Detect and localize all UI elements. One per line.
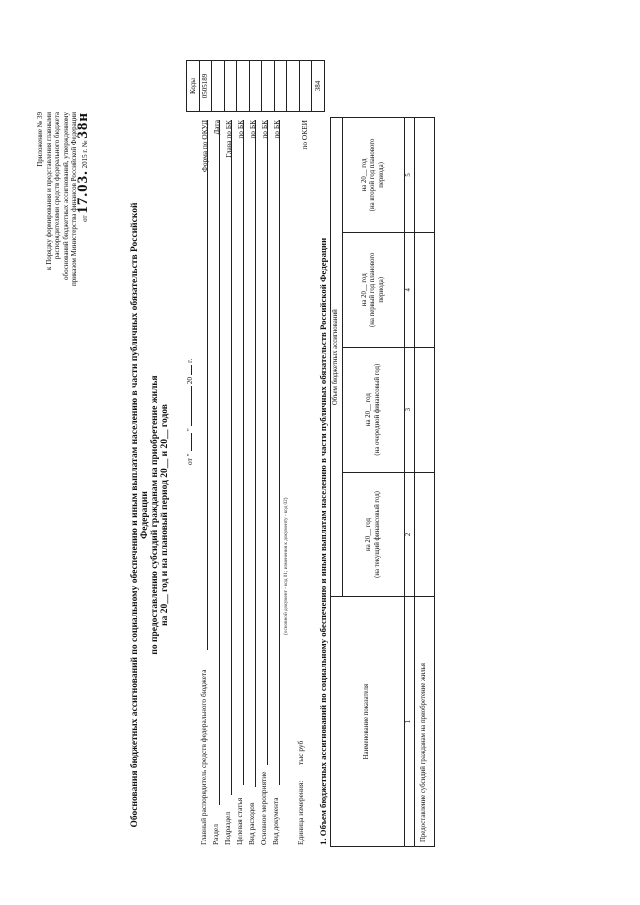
grbs-label: Главный распорядитель средств федерального бюджета bbox=[199, 669, 208, 845]
razdel-label: Раздел bbox=[211, 824, 220, 845]
date-label: Дата bbox=[212, 120, 221, 135]
cs-label: Целевая статья bbox=[235, 797, 244, 845]
code-cell bbox=[212, 61, 225, 112]
appendix-line: обоснований бюджетных ассигнований, утвержденному bbox=[61, 112, 70, 280]
value-cell bbox=[415, 347, 435, 472]
bk-label-2: по БК bbox=[248, 120, 257, 139]
codes-table bbox=[186, 60, 325, 112]
col-number: 1 bbox=[405, 597, 415, 847]
col-second-plan-year bbox=[343, 118, 405, 233]
col4-year: на 20__ год bbox=[360, 273, 368, 307]
appendix-block bbox=[36, 112, 90, 286]
col5-desc: (на второй год планового bbox=[369, 138, 377, 212]
col-number: 3 bbox=[405, 347, 415, 472]
code-cell bbox=[249, 61, 262, 112]
codes-header: Коды bbox=[187, 61, 200, 112]
date-quote: " bbox=[185, 428, 194, 432]
value-cell bbox=[415, 118, 435, 233]
osn-label: Основное мероприятие bbox=[259, 771, 268, 845]
vr-label: Вид расходов bbox=[247, 802, 256, 845]
value-cell bbox=[415, 232, 435, 347]
unit-label: Единица измерения: bbox=[296, 780, 305, 845]
col3-year: на 20__ год bbox=[365, 393, 372, 427]
col2-desc: (на текущий финансовый год) bbox=[373, 491, 381, 578]
appendix-date-prefix: от bbox=[80, 215, 89, 222]
date-ot: от " bbox=[185, 453, 194, 465]
bk-label-4: по БК bbox=[272, 120, 281, 139]
osn-line bbox=[267, 120, 268, 765]
razdel-line bbox=[219, 120, 220, 805]
col-first-plan-year bbox=[343, 232, 405, 347]
podrazdel-line bbox=[231, 120, 232, 795]
appendix-year: 2015 г. № bbox=[80, 140, 89, 169]
col-number: 2 bbox=[405, 472, 415, 597]
section-heading: 1. Объем бюджетных ассигнований по социальному обеспечению и иным выплатам населению в части публичных обязательств Российской Федерации bbox=[318, 237, 328, 845]
col-name-header: Наименование показателя bbox=[331, 597, 405, 847]
bk-label-1: по БК bbox=[236, 120, 245, 139]
date-line bbox=[185, 359, 194, 465]
code-cell bbox=[262, 61, 275, 112]
appendix-order-number: 38н bbox=[74, 112, 91, 139]
bk-label-3: по БК bbox=[260, 120, 269, 139]
page-title bbox=[130, 185, 170, 845]
col3-desc: (на очередной финансовый год) bbox=[373, 363, 381, 456]
col-next-year bbox=[343, 347, 405, 472]
code-cell bbox=[224, 61, 237, 112]
date-g: г. bbox=[185, 358, 194, 363]
title-line-3: на 20__ год и на плановый период 20__ и 20__ годов bbox=[160, 404, 170, 626]
podrazdel-label: Подраздел bbox=[223, 811, 232, 845]
title-line-1: Обоснования бюджетных ассигнований по социальному обеспечению и иным выплатам населению в части публичных обязательств Российской Федерации bbox=[130, 202, 150, 828]
date-year: 20 bbox=[185, 376, 194, 385]
code-cell bbox=[299, 61, 312, 112]
allocation-table bbox=[330, 117, 435, 847]
vr-line bbox=[255, 120, 256, 787]
value-cell bbox=[415, 472, 435, 597]
okud-label: Форма по ОКУД bbox=[200, 120, 209, 173]
col-current-year bbox=[343, 472, 405, 597]
vid-doc-label: Вид документа bbox=[271, 797, 280, 845]
okei-code: 384 bbox=[312, 61, 325, 112]
col2-year: на 20__ год bbox=[365, 518, 372, 551]
appendix-line: приказом Министерства финансов Российской Федерации bbox=[70, 112, 79, 286]
code-cell bbox=[287, 61, 300, 112]
grbs-line bbox=[207, 120, 208, 650]
col4-desc-2: периода) bbox=[377, 276, 385, 303]
col5-desc-2: периода) bbox=[377, 162, 385, 188]
glava-label: Глава по БК bbox=[224, 120, 233, 158]
okud-code: 0505189 bbox=[199, 61, 212, 112]
col4-desc: (на первый год планового bbox=[369, 252, 377, 328]
appendix-date: 17.03. bbox=[74, 170, 91, 214]
code-cell bbox=[274, 61, 287, 112]
code-cell bbox=[237, 61, 250, 112]
title-line-2: по предоставлению субсидий гражданам на приобретение жилья bbox=[150, 375, 160, 655]
cs-line bbox=[243, 120, 244, 785]
appendix-line: распорядителями средств федерального бюджета bbox=[53, 112, 62, 260]
appendix-line: Приложение № 39 bbox=[36, 112, 44, 167]
col5-year: на 20__ год bbox=[360, 158, 368, 192]
unit-value: тыс руб bbox=[296, 740, 305, 765]
okei-label: по ОКЕИ bbox=[300, 120, 309, 150]
vid-doc-hint: (основной документ - код 01; изменения к документу - код 02) bbox=[283, 497, 289, 635]
appendix-line: к Порядку формирования и представления главными bbox=[44, 112, 53, 270]
col-number: 4 bbox=[405, 232, 415, 347]
col-number: 5 bbox=[405, 118, 415, 233]
row-label: Предоставление субсидий гражданам на приобретение жилья bbox=[415, 597, 435, 847]
vid-doc-line bbox=[279, 120, 280, 785]
col-volume-header: Объем бюджетных ассигнований bbox=[331, 118, 343, 597]
